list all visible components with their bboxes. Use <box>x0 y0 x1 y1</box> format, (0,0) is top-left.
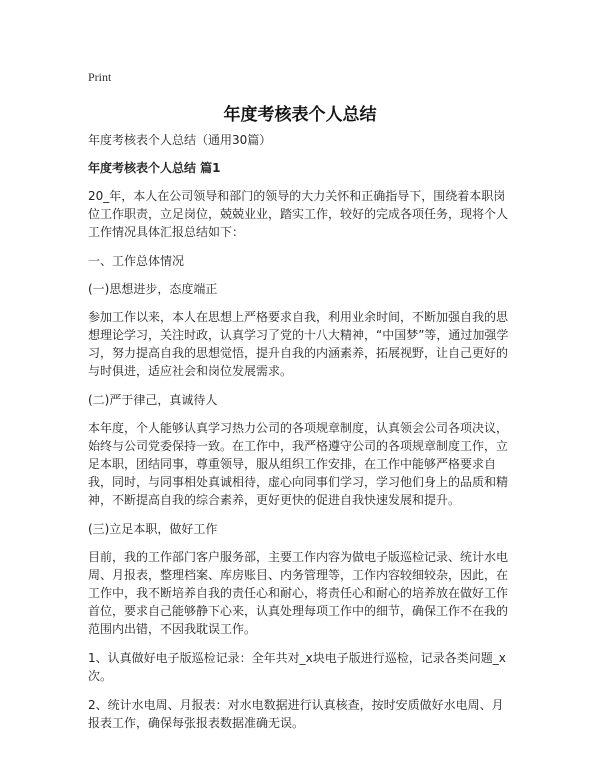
document-title: 年度考核表个人总结 <box>223 105 377 125</box>
subheading-thought: (一)思想进步，态度端正 <box>88 282 218 296</box>
section-heading: 年度考核表个人总结 篇1 <box>88 161 221 175</box>
document-subtitle: 年度考核表个人总结（通用30篇） <box>88 133 272 147</box>
heading-overall: 一、工作总体情况 <box>88 254 185 268</box>
list-item-2: 2、统计水电周、月报表：对水电数据进行认真核查，按时安质做好水电周、月报表工作，确保每张报表数据准确无误。 <box>88 698 504 730</box>
list-item-1: 1、认真做好电子版巡检记录：全年共对_x块电子版进行巡检，记录各类问题_x次。 <box>88 651 506 683</box>
subheading-work: (三)立足本职，做好工作 <box>88 522 218 536</box>
document-body <box>88 131 514 743</box>
intro-paragraph: 20_年，本人在公司领导和部门的领导的大力关怀和正确指导下，围绕着本职岗位工作职责，立足岗位，兢兢业业，踏实工作，较好的完成各项任务，现将个人工作情况具体汇报总结如下： <box>88 189 509 239</box>
paragraph-work: 目前，我的工作部门客户服务部，主要工作内容为做电子版巡检记录、统计水电周、月报表，整理档案、库房账目、内务管理等，工作内容较细较杂，因此，在工作中，我不断培养自我的责任心和耐心，将责任心和耐心的培养放在做好工作首位，要求自己能够静下心来，认真处理每项工作中的细节，确保工作不在我的范围内出错，不因我耽误工作。 <box>88 550 509 636</box>
print-link[interactable]: Print <box>88 70 112 84</box>
subheading-discipline: (二)严于律己，真诚待人 <box>88 393 218 407</box>
paragraph-discipline: 本年度，个人能够认真学习热力公司的各项规章制度，认真领会公司各项决议，始终与公司党委保持一致。在工作中，我严格遵守公司的各项规章制度工作，立足本职，团结同事，尊重领导，服从组织工作安排，在工作中能够严格要求自我，同时，与同事相处真诚相待，虚心向同事们学习，学习他们身上的品质和精神，不断提高自我的综合素养，更好更快的促进自我快速发展和提升。 <box>88 421 509 507</box>
paragraph-thought: 参加工作以来，本人在思想上严格要求自我，利用业余时间，不断加强自我的思想理论学习，关注时政，认真学习了党的十八大精神，“中国梦”等，通过加强学习，努力提高自我的思想觉悟，提升自我的内涵素养，拓展视野，让自己更好的与时俱进，适应社会和岗位发展需求。 <box>88 310 509 378</box>
